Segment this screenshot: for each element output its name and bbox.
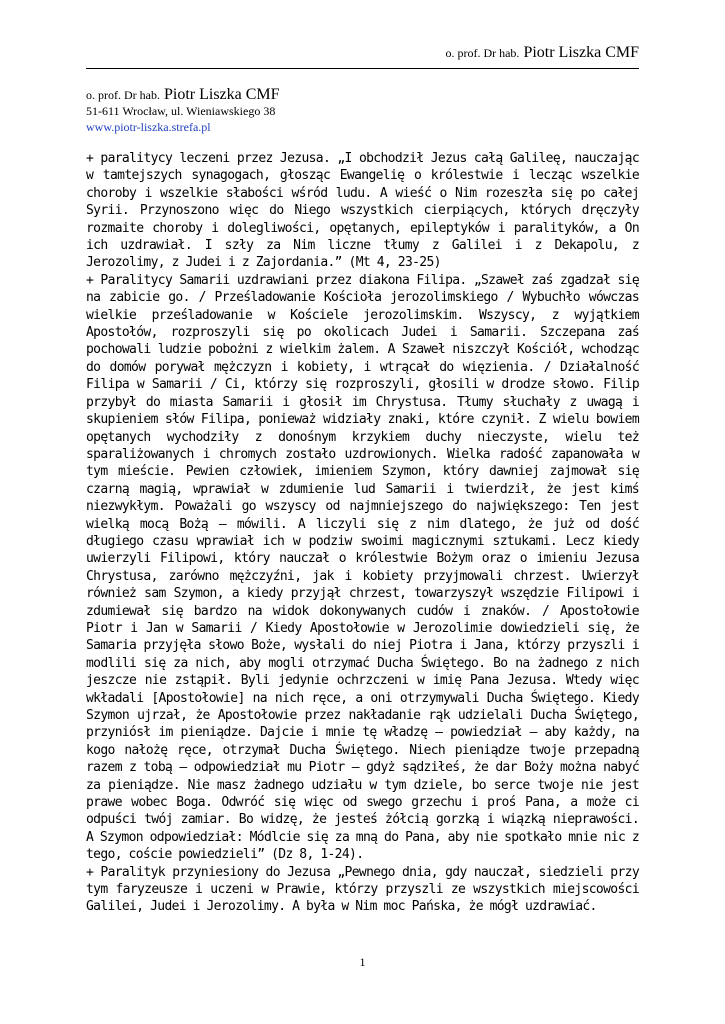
header-author-name: Piotr Liszka CMF [523, 44, 639, 61]
author-name-line [86, 87, 280, 103]
header-title-prefix: o. prof. Dr hab. [445, 46, 520, 60]
running-header [445, 44, 639, 62]
paragraph: + Paralitycy Samarii uzdrawiani przez diakona Filipa. „Szaweł zaś zgadzał się na zabicie go. / Prześladowanie Kościoła jerozolimskiego / Wybuchło wówczas wielkie prześladowanie w Kościele jerozolimskim. Wszyscy, z wyjątkiem Apostołów, rozproszyli się po okolicach Judei i Samarii. Szczepana zaś pochowali ludzie pobożni z wielkim żalem. A Szaweł niszczył Kościół, wchodząc do domów porywał mężczyzn i kobiety, i wtrącał do więzienia. / Działalność Filipa w Samarii / Ci, którzy się rozproszyli, głosili w drodze słowo. Filip przybył do miasta Samarii i głosił im Chrystusa. Tłumy słuchały z uwagą i skupieniem słów Filipa, ponieważ widziały znaki, które czynił. Z wielu bowiem opętanych wychodziły z donośnym krzykiem duchy nieczyste, wielu też sparaliżowanych i chromych zostało uzdrowionych. Wielka radość zapanowała w tym mieście. Pewien człowiek, imieniem Szymon, który dawniej zajmował się czarną magią, wprawiał w zdumienie lud Samarii i twierdził, że jest kimś niezwykłym. Poważali go wszyscy od najmniejszego do największego: Ten jest wielką mocą Bożą – mówili. A liczyli się z nim dlatego, że już od dość długiego czasu wprawiał ich w podziw swoimi magicznymi sztukami. Lecz kiedy uwierzyli Filipowi, który nauczał o królestwie Bożym oraz o imieniu Jezusa Chrystusa, zarówno mężczyźni, jak i kobiety przyjmowali chrzest. Uwierzył również sam Szymon, a kiedy przyjął chrzest, towarzyszył wszędzie Filipowi i zdumiewał się bardzo na widok dokonywanych cudów i znaków. / Apostołowie Piotr i Jan w Samarii / Kiedy Apostołowie w Jerozolimie dowiedzieli się, że Samaria przyjęła słowo Boże, wysłali do niej Piotra i Jana, którzy przyszli i modlili się za nich, aby mogli otrzymać Ducha Świętego. Bo na żadnego z nich jeszcze nie zstąpił. Byli jedynie ochrzczeni w imię Pana Jezusa. Wtedy więc wkładali [Apostołowie] na nich ręce, a oni otrzymywali Ducha Świętego. Kiedy Szymon ujrzał, że Apostołowie przez nakładanie rąk udzielali Ducha Świętego, przyniósł im pieniądze. Dajcie i mnie tę władzę – powiedział – aby każdy, na kogo nałożę ręce, otrzymał Ducha Świętego. Niech pieniądze twoje przepadną razem z tobą – odpowiedział mu Piotr – gdyż sądziłeś, że dar Boży można nabyć za pieniądze. Nie masz żadnego udziału w tym dziele, bo serce twoje nie jest prawe wobec Boga. Odwróć się więc od swego grzechu i proś Pana, a może ci odpuści twój zamiar. Bo widzę, że jesteś żółcią gorzką i wiązką nieprawości. A Szymon odpowiedział: Módlcie się za mną do Pana, aby nie spotkało mnie nic z tego, coście powiedzieli” (Dz 8, 1-24). [86, 272, 639, 863]
header-divider [86, 68, 639, 69]
author-address: 51-611 Wrocław, ul. Wieniawskiego 38 [86, 104, 276, 118]
body-text [86, 150, 639, 916]
paragraph: + paralitycy leczeni przez Jezusa. „I obchodził Jezus całą Galileę, nauczając w tamtejszych synagogach, głosząc Ewangelię o królestwie i lecząc wszelkie choroby i wszelkie słabości wśród ludu. A wieść o Nim rozeszła się po całej Syrii. Przynoszono więc do Niego wszystkich cierpiących, których dręczyły rozmaite choroby i dolegliwości, opętanych, epileptyków i paralityków, a On ich uzdrawiał. I szły za Nim liczne tłumy z Galilei i z Dekapolu, z Jerozolimy, z Judei i z Zajordania.” (Mt 4, 23-25) [86, 151, 639, 271]
author-block [86, 87, 280, 135]
author-name: Piotr Liszka CMF [163, 86, 280, 103]
author-website-link[interactable]: www.piotr-liszka.strefa.pl [86, 120, 211, 134]
page-number: 1 [359, 955, 366, 969]
paragraph: + Paralityk przyniesiony do Jezusa „Pewnego dnia, gdy nauczał, siedzieli przy tym faryzeusze i uczeni w Prawie, którzy przyszli ze wszystkich miejscowości Galilei, Judei i Jerozolimy. A była w Nim moc Pańska, że mógł uzdrawiać. [86, 864, 639, 915]
author-title-prefix: o. prof. Dr hab. [86, 88, 160, 102]
